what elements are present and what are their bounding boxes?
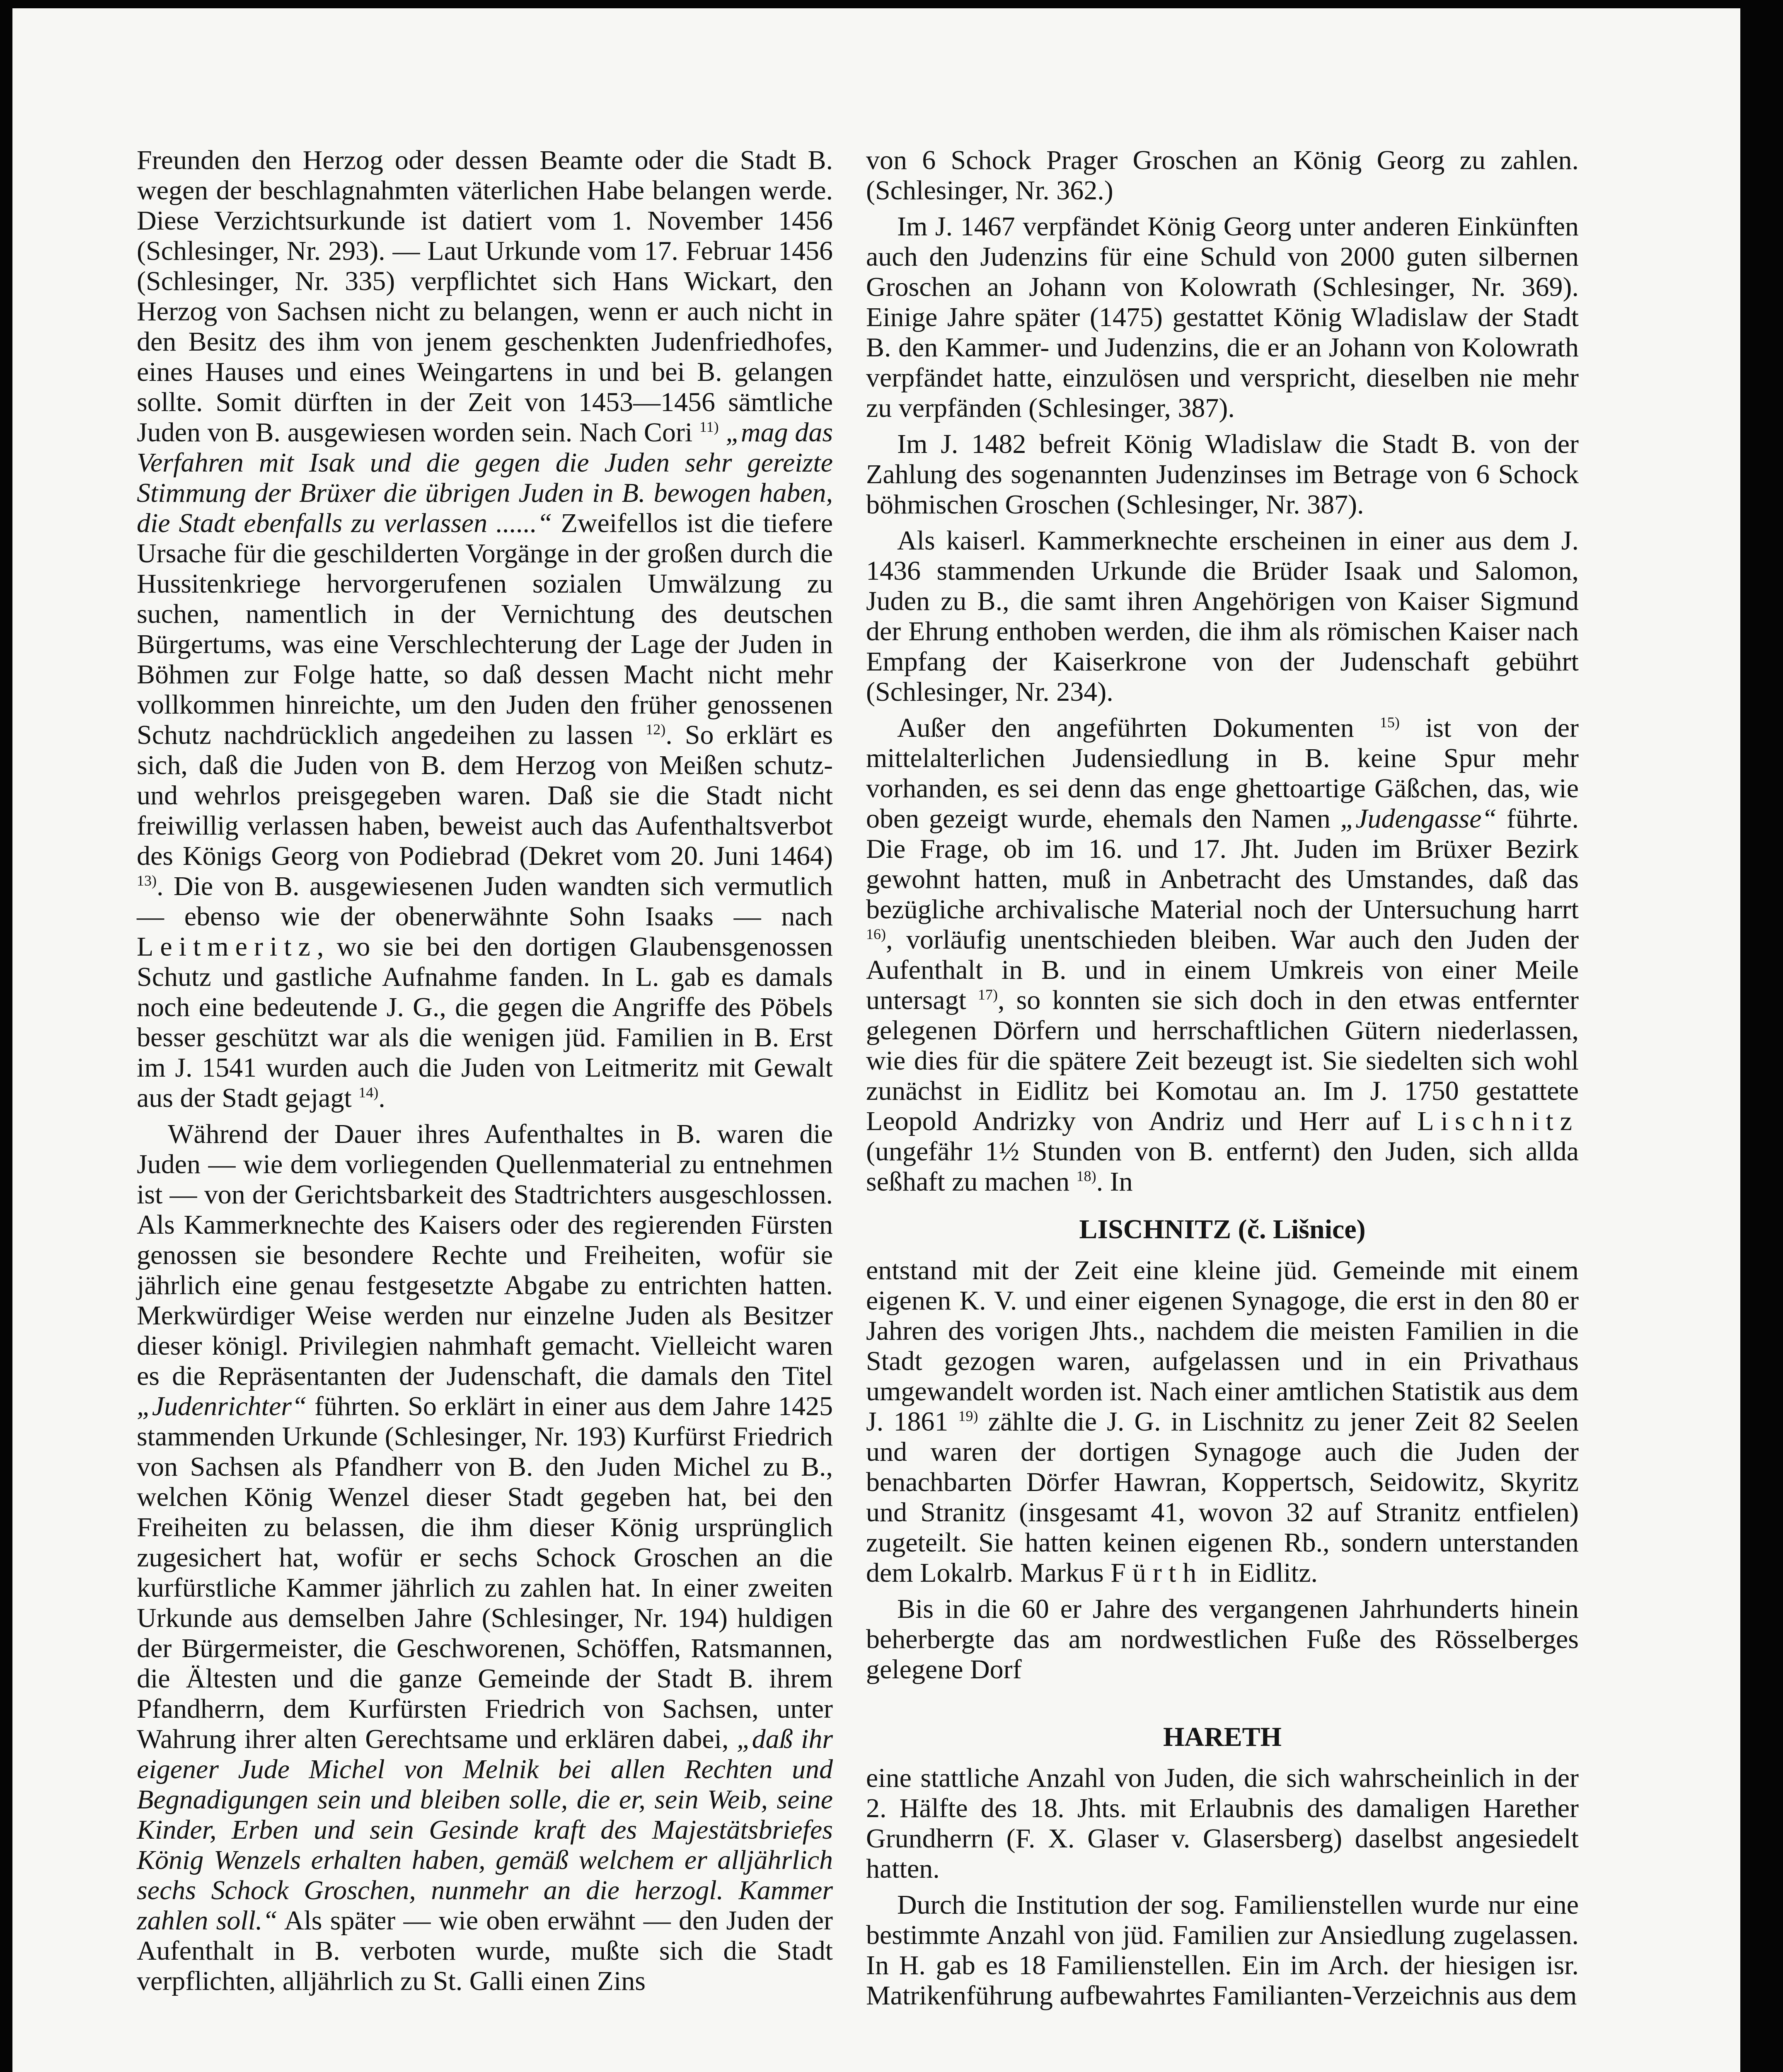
- paragraph: Im J. 1467 verpfändet König Georg unter anderen Einkünften auch den Judenzins für eine Schuld von 2000 guten silbernen Groschen an Johann von Kolowrath (Schlesinger, Nr. 369). Einige Jahre später (1475) gestattet König Wladislaw der Stadt B. den Kammer- und Judenzins, die er an Johann von Kolowrath verpfändet hatte, einzulösen und verspricht, dieselben nie mehr zu verpfänden (Schlesinger, 387).: [866, 211, 1579, 423]
- paragraph: von 6 Schock Prager Groschen an König Georg zu zahlen. (Schlesinger, Nr. 362.): [866, 145, 1579, 206]
- footnote-ref: 15): [1379, 714, 1400, 731]
- paragraph: eine stattliche Anzahl von Juden, die sich wahrscheinlich in der 2. Hälfte des 18. Jhts. mit Erlaubnis des damaligen Harether Grundherrn (F. X. Glaser v. Glasersberg) daselbst angesiedelt hatten.: [866, 1763, 1579, 1884]
- quote: „mag das Verfahren mit Isak und die gegen die Juden sehr gereizte Stimmung der Brüxer die übrigen Juden in B. bewogen haben, die Stadt ebenfalls zu verlassen ......“: [137, 417, 833, 538]
- footnote-ref: 17): [978, 986, 998, 1003]
- spaced-name: Lischnitz: [1417, 1106, 1579, 1136]
- paragraph: Im J. 1482 befreit König Wladislaw die Stadt B. von der Zahlung des sogenannten Judenzinses im Betrage von 6 Schock böhmischen Groschen (Schlesinger, Nr. 387).: [866, 429, 1579, 520]
- paragraph: Freunden den Herzog oder dessen Beamte oder die Stadt B. wegen der beschlagnahmten väterlichen Habe belangen werde. Diese Verzichtsurkunde ist datiert vom 1. November 1456 (Schlesinger, Nr. 293). — Laut Urkunde vom 17. Februar 1456 (Schlesinger, Nr. 335) verpflichtet sich Hans Wickart, den Herzog von Sachsen nicht zu belangen, wenn er auch nicht in den Besitz des ihm von jenem geschenkten Judenfriedhofes, eines Hauses und eines Weingartens in und bei B. gelangen sollte. Somit dürften in der Zeit von 1453—1456 sämtliche Juden von B. ausgewiesen worden sein. Nach Cori $^{11)}$ „mag das Verfahren mit Isak und die gegen die Juden sehr gereizte Stimmung der Brüxer die übrigen Juden in B. bewogen haben, die Stadt ebenfalls zu verlassen ......“ Zweifellos ist die tiefere Ursache für die geschilderten Vorgänge in der großen durch die Hussitenkriege hervorgerufenen sozialen Umwälzung zu suchen, namentlich in der Vernichtung des deutschen Bürgertums, was eine Verschlechterung der Lage der Juden in Böhmen zur Folge hatte, so daß dessen Macht nicht mehr vollkommen hinreichte, um den Juden den früher genossenen Schutz nachdrücklich angedeihen zu lassen $^{12)}$. So erklärt es sich, daß die Juden von B. dem Herzog von Meißen schutz- und wehrlos preisgegeben waren. Daß sie die Stadt nicht freiwillig verlassen haben, beweist auch das Aufenthaltsverbot des Königs Georg von Podiebrad (Dekret vom 20. Juni 1464) $^{13)}$. Die von B. ausgewiesenen Juden wandten sich vermutlich — ebenso wie der obenerwähnte Sohn Isaaks — nach Leitmeritz, wo sie bei den dortigen Glaubensgenossen Schutz und gastliche Aufnahme fanden. In L. gab es damals noch eine bedeutende J. G., die gegen die Angriffe des Pöbels besser geschützt war als die wenigen jüd. Familien in B. Erst im J. 1541 wurden auch die Juden von Leitmeritz mit Gewalt aus der Stadt gejagt $^{14)}$.: [137, 145, 833, 1113]
- quote: „daß ihr eigener Jude Michel von Melnik bei allen Rechten und Begnadigungen sein und bleiben solle, die er, sein Weib, seine Kinder, Erben und sein Gesinde kraft des Majestätsbriefes König Wenzels erhalten haben, gemäß welchem er alljährlich sechs Schock Groschen, nunmehr an die herzogl. Kammer zahlen soll.“: [137, 1724, 833, 1936]
- document-page: [12, 8, 1740, 2072]
- paragraph: Durch die Institution der sog. Familienstellen wurde nur eine bestimmte Anzahl von jüd. Familien zur Ansiedlung zugelassen. In H. gab es 18 Familienstellen. Ein im Arch. der hiesigen isr. Matrikenführung aufbewahrtes Familianten-Verzeichnis aus dem: [866, 1890, 1579, 2011]
- paragraph: Als kaiserl. Kammerknechte erscheinen in einer aus dem J. 1436 stammenden Urkunde die Brüder Isaak und Salomon, Juden zu B., die samt ihren Angehörigen von Kaiser Sigmund der Ehrung enthoben werden, die ihm als römischen Kaiser nach Empfang der Kaiserkrone von der Judenschaft gebührt (Schlesinger, Nr. 234).: [866, 525, 1579, 707]
- paragraph: Außer den angeführten Dokumenten $^{15)}$ ist von der mittelalterlichen Judensiedlung in B. keine Spur mehr vorhanden, es sei denn das enge ghettoartige Gäßchen, das, wie oben gezeigt wurde, ehemals den Namen „Judengasse“ führte. Die Frage, ob im 16. und 17. Jht. Juden im Brüxer Bezirk gewohnt hatten, muß in Anbetracht des Umstandes, daß das bezügliche archivalische Material noch der Untersuchung harrt $^{16)}$, vorläufig unentschieden bleiben. War auch den Juden der Aufenthalt in B. und in einem Umkreis von einer Meile untersagt $^{17)}$, so konnten sie sich doch in den etwas entfernter gelegenen Dörfern und herrschaftlichen Gütern niederlassen, wie dies für die spätere Zeit bezeugt ist. Sie siedelten sich wohl zunächst in Eidlitz bei Komotau an. Im J. 1750 gestattete Leopold Andrizky von Andriz und Herr auf Lischnitz (ungefähr 1½ Stunden von B. entfernt) den Juden, sich allda seßhaft zu machen $^{18)}$. In: [866, 713, 1579, 1197]
- paragraph: Während der Dauer ihres Aufenthaltes in B. waren die Juden — wie dem vorliegenden Quellenmaterial zu entnehmen ist — von der Gerichtsbarkeit des Stadtrichters ausgeschlossen. Als Kammerknechte des Kaisers oder des regierenden Fürsten genossen sie besondere Rechte und Freiheiten, wofür sie jährlich eine genau festgesetzte Abgabe zu entrichten hatten. Merkwürdiger Weise werden nur einzelne Juden als Besitzer dieser königl. Privilegien nahmhaft gemacht. Vielleicht waren es die Repräsentanten der Judenschaft, die damals den Titel „Judenrichter“ führten. So erklärt in einer aus dem Jahre 1425 stammenden Urkunde (Schlesinger, Nr. 193) Kurfürst Friedrich von Sachsen als Pfandherr von B. den Juden Michel zu B., welchen König Wenzel dieser Stadt gegeben hat, bei den Freiheiten zu belassen, die ihm dieser König ursprünglich zugesichert hat, wofür er sechs Schock Groschen an die kurfürstliche Kammer jährlich zu zahlen hat. In einer zweiten Urkunde aus demselben Jahre (Schlesinger, Nr. 194) huldigen der Bürgermeister, die Geschworenen, Schöffen, Ratsmannen, die Ältesten und die ganze Gemeinde der Stadt B. ihrem Pfandherrn, dem Kurfürsten Friedrich von Sachsen, unter Wahrung ihrer alten Gerechtsame und erklären dabei, „daß ihr eigener Jude Michel von Melnik bei allen Rechten und Begnadigungen sein und bleiben solle, die er, sein Weib, seine Kinder, Erben und sein Gesinde kraft des Majestätsbriefes König Wenzels erhalten haben, gemäß welchem er alljährlich sechs Schock Groschen, nunmehr an die herzogl. Kammer zahlen soll.“ Als später — wie oben erwähnt — den Juden der Aufenthalt in B. verboten wurde, mußte sich die Stadt verpflichten, alljährlich zu St. Galli einen Zins: [137, 1119, 833, 1996]
- spaced-name: Leitmeritz: [137, 932, 317, 962]
- paragraph: entstand mit der Zeit eine kleine jüd. Gemeinde mit einem eigenen K. V. und einer eigenen Synagoge, die erst in den 80 er Jahren des vorigen Jhts., nachdem die meisten Familien in die Stadt gezogen waren, aufgelassen und in ein Privathaus umgewandelt worden ist. Nach einer amtlichen Statistik aus dem J. 1861 $^{19)}$ zählte die J. G. in Lischnitz zu jener Zeit 82 Seelen und waren der dortigen Synagoge auch die Juden der benachbarten Dörfer Hawran, Koppertsch, Seidowitz, Skyritz und Stranitz (insgesamt 41, wovon 32 auf Stranitz entfielen) zugeteilt. Sie hatten keinen eigenen Rb., sondern unterstanden dem Lokalrb. Markus Fürth in Eidlitz.: [866, 1255, 1579, 1588]
- footnote-ref: 18): [1076, 1168, 1096, 1184]
- footnote-ref: 14): [358, 1084, 379, 1101]
- paragraph: Bis in die 60 er Jahre des vergangenen Jahrhunderts hinein beherbergte das am nordwestlichen Fuße des Rösselberges gelegene Dorf: [866, 1594, 1579, 1685]
- footnote-ref: 12): [646, 721, 666, 738]
- spaced-name: Fürth: [1110, 1558, 1203, 1588]
- section-heading-hareth: HARETH: [1163, 1722, 1282, 1752]
- term: „Judenrichter“: [137, 1391, 307, 1421]
- footnote-ref: 11): [699, 419, 719, 435]
- left-column: [137, 145, 833, 1996]
- right-column: [866, 145, 1579, 2011]
- footnote-ref: 16): [866, 926, 886, 942]
- footnote-ref: 13): [137, 872, 157, 889]
- section-heading-lischnitz: LISCHNITZ (č. Lišnice): [1079, 1214, 1366, 1244]
- footnote-ref: 19): [958, 1408, 978, 1424]
- term: „Judengasse“: [1340, 804, 1497, 834]
